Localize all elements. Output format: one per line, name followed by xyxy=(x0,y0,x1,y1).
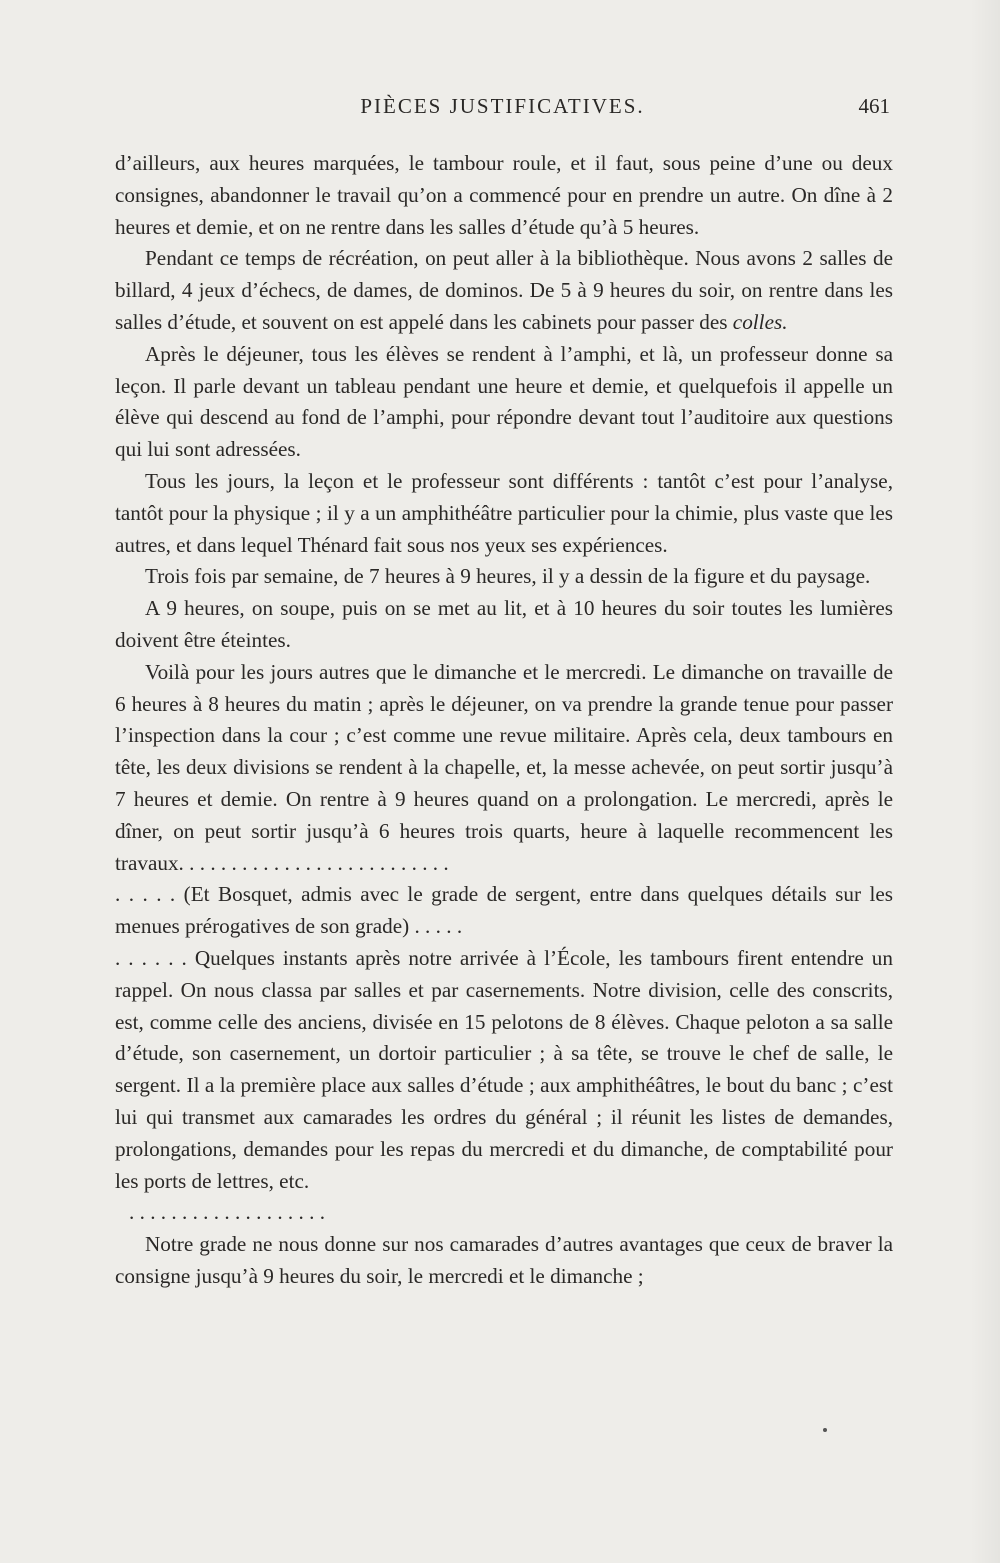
paragraph-8: . . . . . (Et Bosquet, admis avec le grade de sergent, entre dans quelques détails sur les menues prérogatives de son grade) . . . . . xyxy=(115,882,893,939)
paragraph-1: d’ailleurs, aux heures marquées, le tambour roule, et il faut, sous peine d’une ou deux consignes, abandonner le travail qu’on a commencé pour en prendre un autre. On dîne à 2 heures et demie, et on ne rentre dans les salles d’étude qu’à 5 heures. xyxy=(115,151,893,239)
paragraph-6: A 9 heures, on soupe, puis on se met au lit, et à 10 heures du soir toutes les lumières doivent être éteintes. xyxy=(115,596,893,652)
paragraph-9: . . . . . . Quelques instants après notre arrivée à l’École, les tambours firent entendre un rappel. On nous classa par salles et par casernements. Notre division, celle des conscrits, est, comme celle des anciens, divisée en 15 pelotons de 8 élèves. Chaque peloton a sa salle d’étude, son casernement, un dortoir particulier ; à sa tête, se trouve le chef de salle, le sergent. Il a la première place aux salles d’étude ; aux amphithéâtres, le bout du banc ; c’est lui qui transmet aux camarades les ordres du général ; il réunit les listes de demandes, prolongations, demandes pour les repas du mercredi et du dimanche, de comptabilité pour les ports de lettres, etc. xyxy=(115,945,893,1193)
paragraph-7: Voilà pour les jours autres que le dimanche et le mercredi. Le dimanche on travaille de 6 heures à 8 heures du matin ; après le déjeuner, on va prendre la grande tenue pour passer l’inspection dans la cour ; c’est comme une revue militaire. Après cela, deux tambours en tête, les deux divisions se rendent à la chapelle, et, la messe achevée, on peut sortir jusqu’à 7 heures et demie. On rentre à 9 heures quand on a prolongation. Le mercredi, après le dîner, on peut sortir jusqu’à 6 heures trois quarts, heure à laquelle recommencent les travaux. . . . . . . . . . . . . . . . . . . . . . . . . . xyxy=(115,659,893,875)
running-title: PIÈCES JUSTIFICATIVES. xyxy=(360,94,645,118)
page-edge-shade xyxy=(970,0,1000,1563)
ink-speck xyxy=(823,1428,827,1432)
paragraph-5: Trois fois par semaine, de 7 heures à 9 heures, il y a dessin de la figure et du paysage. xyxy=(145,564,871,589)
paragraph-2-text: Pendant ce temps de récréation, on peut aller à la bibliothèque. Nous avons 2 salles de billard, 4 jeux d’échecs, de dames, de dominos. De 5 à 9 heures du soir, on rentre dans les salles d’étude, et souvent on est appelé dans les cabinets pour passer des xyxy=(115,246,893,334)
paragraph-10: Notre grade ne nous donne sur nos camarades d’autres avantages que ceux de braver la consigne jusqu’à 9 heures du soir, le mercredi et le dimanche ; xyxy=(115,1232,893,1288)
body-text xyxy=(115,148,893,1293)
page-header xyxy=(115,94,890,126)
paragraph-2 xyxy=(115,243,893,338)
ellipsis-row: . . . . . . . . . . . . . . . . . . . xyxy=(129,1200,325,1225)
paragraph-3: Après le déjeuner, tous les élèves se rendent à l’amphi, et là, un professeur donne sa leçon. Il parle devant un tableau pendant une heure et demie, et quelquefois il appelle un élève qui descend au fond de l’amphi, pour répondre devant tout l’auditoire aux questions qui lui sont adressées. xyxy=(115,341,893,462)
paragraph-4: Tous les jours, la leçon et le professeur sont différents : tantôt c’est pour l’analyse, tantôt pour la physique ; il y a un amphithéâtre particulier pour la chimie, plus vaste que les autres, et dans lequel Thénard fait sous nos yeux ses expériences. xyxy=(115,468,893,557)
page-number: 461 xyxy=(858,94,890,118)
italic-term-colles: colles. xyxy=(732,309,788,334)
